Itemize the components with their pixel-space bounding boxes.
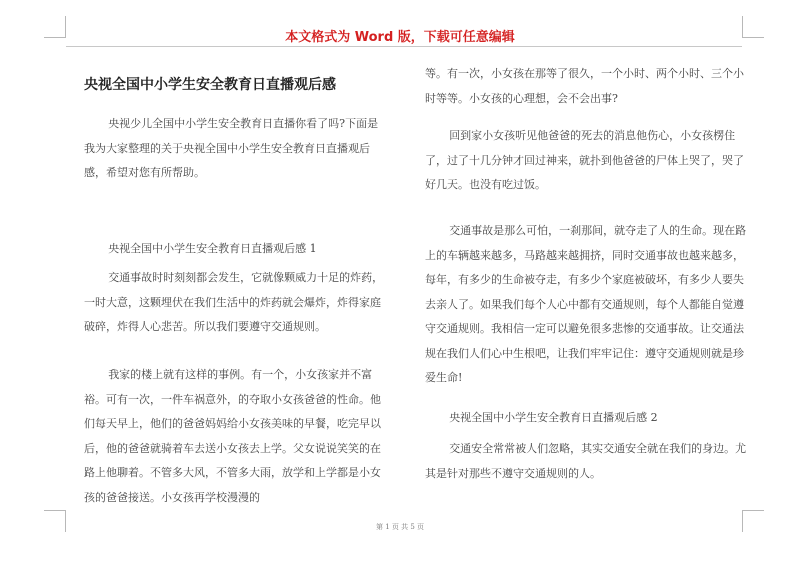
body-paragraph: 我家的楼上就有这样的事例。有一个，小女孩家并不富裕。可有一次，一件车祸意外，的夺取小女孩爸爸的性命。他们每天早上，他们的爸爸妈妈给小女孩美味的早餐，吃完早以后，他的爸爸就骑着车去送小女孩去上学。父女说说笑笑的在路上他聊着。不管多大风，不管多大雨，放学和上学都是小女孩的爸爸接送。小女孩再学校漫漫的	[84, 368, 381, 504]
document-title: 央视全国中小学生安全教育日直播观后感	[84, 77, 336, 93]
body-paragraph: 交通安全常常被人们忽略，其实交通安全就在我们的身边。尤其是针对那些不遵守交通规则的人。	[425, 442, 747, 480]
page-number-footer: 第 1 页 共 5 页	[375, 523, 425, 531]
section-heading-2: 央视全国中小学生安全教育日直播观后感 2	[449, 411, 658, 424]
intro-paragraph: 央视少儿全国中小学生安全教育日直播你看了吗?下面是我为大家整理的关于央视全国中小学生安全教育日直播观后感，希望对您有所帮助。	[84, 117, 379, 179]
header-note: 本文格式为 Word 版，下载可任意编辑	[285, 30, 515, 45]
body-paragraph: 交通事故时时刻刻都会发生，它就像颗威力十足的炸药，一时大意，这颗埋伏在我们生活中的炸药就会爆炸，炸得家庭破碎，炸得人心悲苦。所以我们要遵守交通规则。	[84, 271, 384, 333]
body-paragraph: 等。有一次，小女孩在那等了很久，一个小时、两个小时、三个小时等等。小女孩的心理想，会不会出事?	[425, 67, 744, 105]
body-paragraph: 交通事故是那么可怕，一刹那间，就夺走了人的生命。现在路上的车辆越来越多，马路越来越拥挤，同时交通事故也越来越多，每年，有多少的生命被夺走，有多少个家庭被破坏，有多少人要失去亲人了。如果我们每个人心中都有交通规则，每个人都能自觉遵守交通规则。我相信一定可以避免很多悲惨的交通事故。让交通法规在我们人们心中生根吧，让我们牢牢记住：遵守交通规则就是珍爱生命!	[425, 224, 747, 384]
header-divider	[66, 46, 742, 47]
section-heading-1: 央视全国中小学生安全教育日直播观后感 1	[108, 242, 317, 255]
body-paragraph: 回到家小女孩听见他爸爸的死去的消息他伤心，小女孩楞住了，过了十几分钟才回过神来，就扑到他爸爸的尸体上哭了，哭了好几天。也没有吃过饭。	[425, 129, 744, 191]
